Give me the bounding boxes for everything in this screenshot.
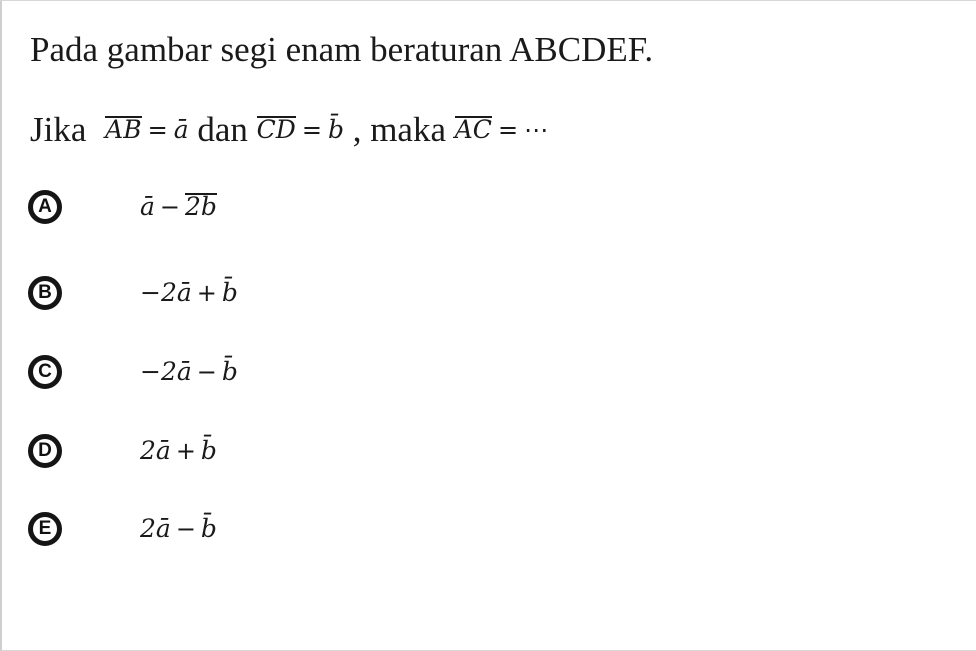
vector-cd-label: CD bbox=[256, 115, 296, 144]
option-e-expression bbox=[140, 514, 217, 543]
option-c[interactable] bbox=[28, 353, 428, 393]
option-d-term-2: b̄ bbox=[200, 436, 217, 465]
option-b[interactable] bbox=[28, 274, 428, 314]
option-e-letter: E bbox=[33, 517, 57, 541]
vector-ab-label: AB bbox=[105, 115, 142, 144]
option-d-expression bbox=[140, 436, 217, 465]
option-a-operator: − bbox=[159, 193, 181, 221]
option-e[interactable] bbox=[28, 510, 428, 550]
option-e-operator: − bbox=[175, 515, 196, 543]
option-c-badge[interactable] bbox=[28, 355, 62, 389]
equals-sign-1: = bbox=[147, 116, 168, 144]
question-statement: Pada gambar segi enam beraturan ABCDEF. bbox=[30, 30, 654, 69]
option-b-expression bbox=[140, 278, 238, 307]
option-c-term-2: b̄ bbox=[221, 357, 238, 386]
option-d-term-1: 2ā bbox=[140, 436, 171, 465]
vector-cd bbox=[257, 110, 296, 150]
option-e-term-2: b̄ bbox=[200, 514, 217, 543]
option-e-term-1: 2ā bbox=[140, 514, 171, 543]
vector-b: b̄ bbox=[327, 115, 344, 144]
equals-sign-3: = bbox=[497, 116, 519, 144]
option-a-badge[interactable] bbox=[28, 190, 62, 224]
option-b-badge[interactable] bbox=[28, 276, 62, 310]
vector-ac-label: AC bbox=[454, 115, 492, 144]
option-a-expression bbox=[140, 192, 217, 221]
jika-text: Jika bbox=[30, 110, 87, 149]
option-c-letter: C bbox=[33, 360, 57, 384]
ellipsis: ⋯ bbox=[524, 116, 549, 144]
option-d-operator: + bbox=[175, 437, 196, 465]
vector-ac bbox=[455, 110, 492, 150]
option-e-badge[interactable] bbox=[28, 512, 62, 546]
dan-text: dan bbox=[197, 110, 248, 149]
option-a-term-2-label: 2b bbox=[185, 192, 217, 221]
vector-a: ā bbox=[173, 115, 189, 144]
option-a-term-2 bbox=[185, 192, 217, 221]
option-c-term-1: −2ā bbox=[140, 357, 192, 386]
option-b-term-2: b̄ bbox=[221, 278, 238, 307]
option-d-badge[interactable] bbox=[28, 434, 62, 468]
option-c-operator: − bbox=[196, 358, 217, 386]
option-c-expression bbox=[140, 357, 238, 386]
option-b-term-1: −2ā bbox=[140, 278, 192, 307]
maka-text: , maka bbox=[352, 110, 446, 149]
option-b-letter: B bbox=[33, 281, 57, 305]
equals-sign-2: = bbox=[301, 116, 322, 144]
option-a[interactable] bbox=[28, 188, 428, 228]
question-line-1 bbox=[30, 30, 653, 70]
option-d-letter: D bbox=[33, 439, 57, 463]
question-line-2 bbox=[30, 110, 554, 150]
option-b-operator: + bbox=[196, 279, 217, 307]
vector-ab bbox=[105, 110, 141, 150]
option-d[interactable] bbox=[28, 432, 428, 472]
option-a-letter: A bbox=[33, 195, 57, 219]
option-a-term-1: ā bbox=[140, 192, 155, 221]
